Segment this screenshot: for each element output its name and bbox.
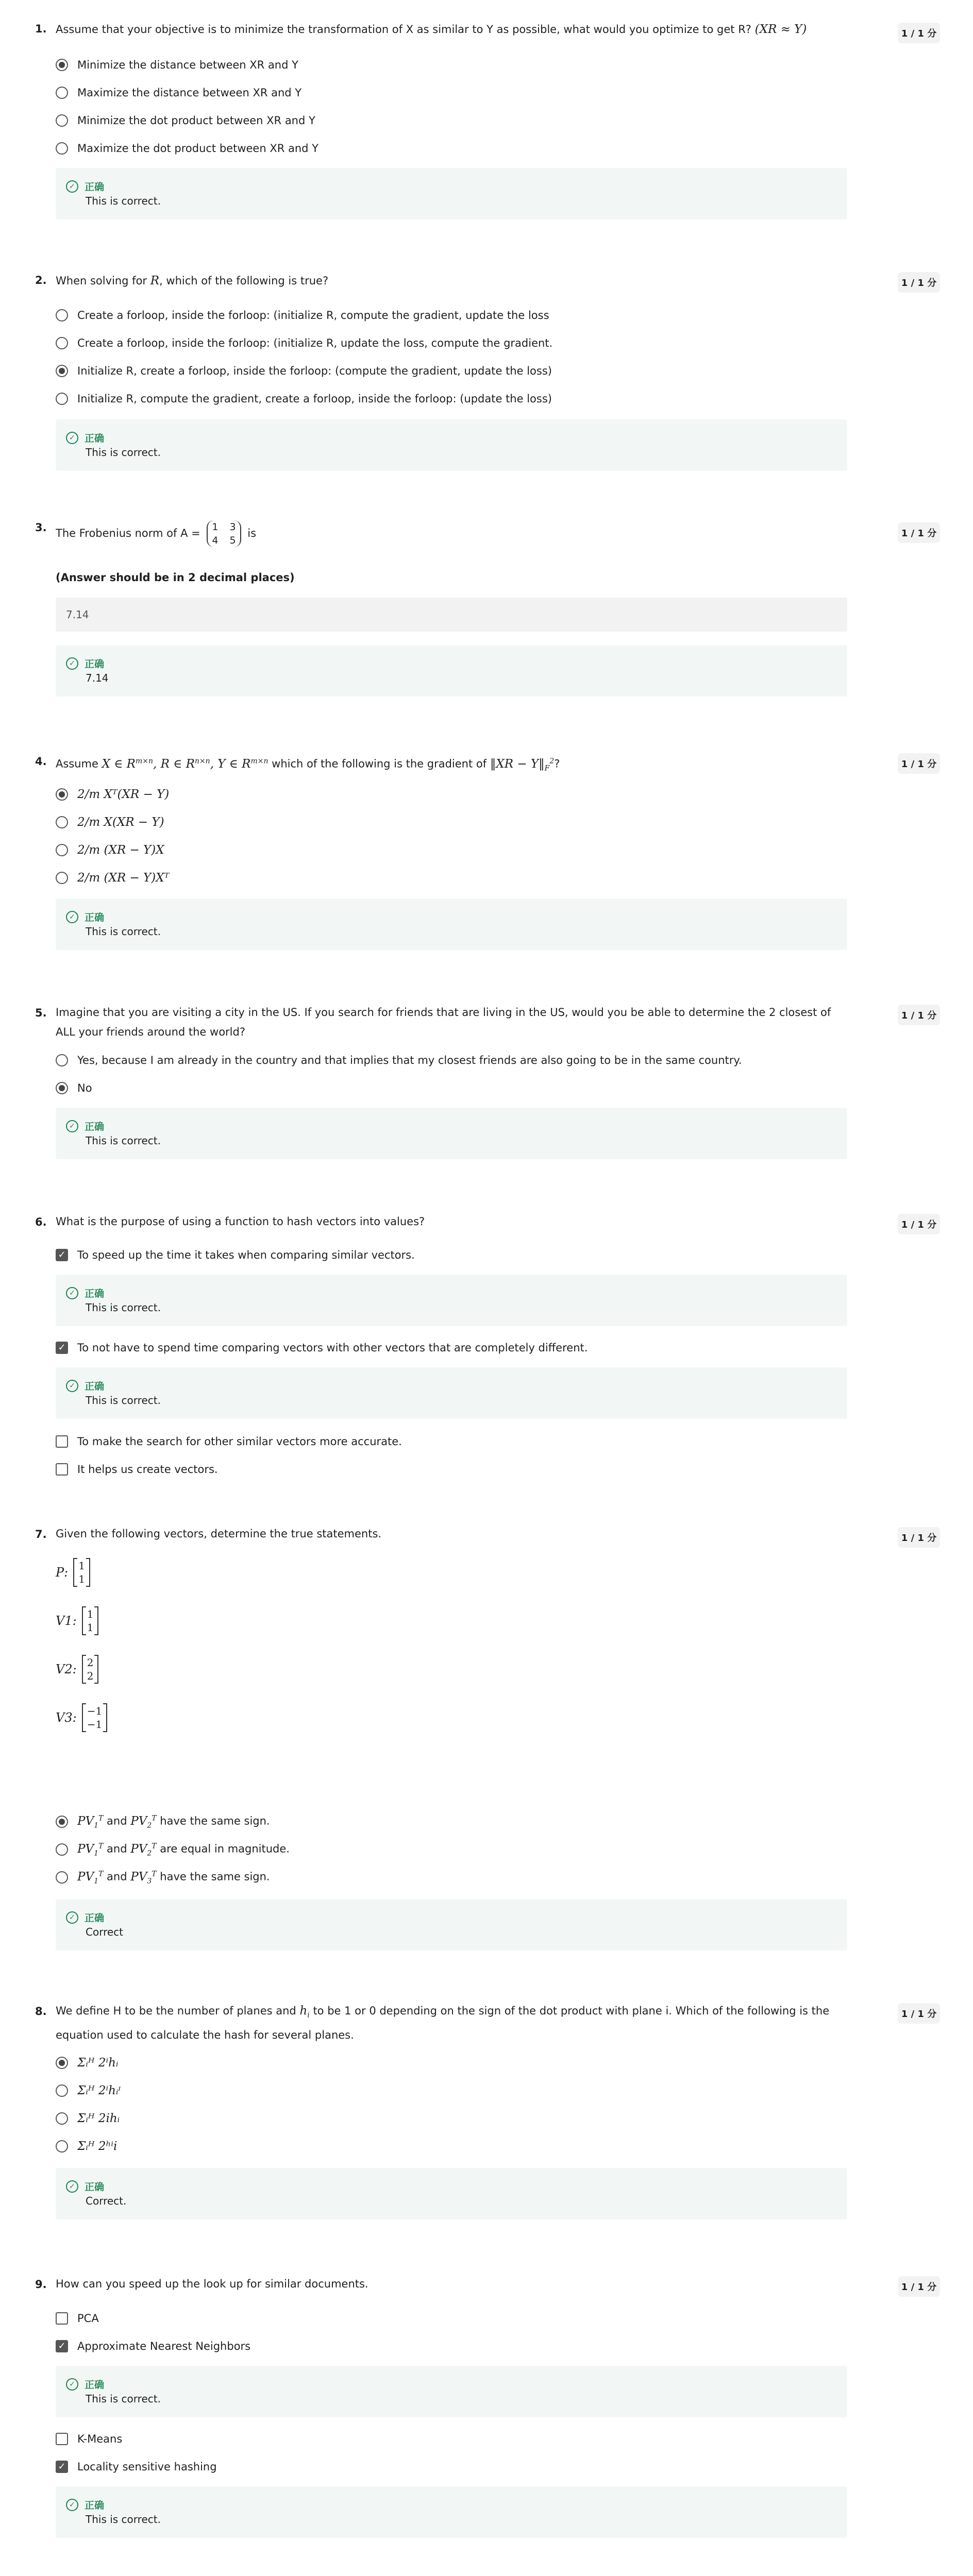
points-badge: 1 / 1 分: [898, 1214, 940, 1234]
question-number: 6.: [35, 1216, 47, 1228]
question-text: We define H to be the number of planes and $h_i$ to be 1 or 0 depending on the sign of the dot product with plane i. Which of the following is the equation used to calculate the hash for several planes.: [56, 2004, 830, 2041]
radio-icon[interactable]: [56, 816, 68, 828]
vector-v1: V1 : 1 1: [56, 1599, 98, 1642]
radio-icon[interactable]: [56, 2112, 68, 2125]
option-radio[interactable]: Minimize the distance between XR and Y: [56, 55, 298, 75]
option-radio[interactable]: Create a forloop, inside the forloop: (initialize R, compute the gradient, update the loss: [56, 305, 549, 326]
option-radio[interactable]: $PV_1^T$ and $PV_3^T$ have the same sign.: [56, 1867, 270, 1888]
check-circle-icon: ✓: [66, 2378, 78, 2391]
checkbox-icon[interactable]: [56, 2433, 68, 2445]
option-checkbox[interactable]: ✓ To speed up the time it takes when comparing similar vectors.: [56, 1245, 415, 1265]
answer-note: (Answer should be in 2 decimal places): [56, 571, 295, 584]
feedback-box: ✓ 正确 This is correct.: [56, 1367, 847, 1419]
checkbox-checked-icon[interactable]: ✓: [56, 1342, 68, 1354]
radio-icon[interactable]: [56, 1871, 68, 1884]
checkbox-checked-icon[interactable]: ✓: [56, 2340, 68, 2352]
question-number: 1.: [35, 23, 47, 35]
check-circle-icon: ✓: [66, 2499, 78, 2511]
option-checkbox[interactable]: ✓ Approximate Nearest Neighbors: [56, 2336, 250, 2357]
points-badge: 1 / 1 分: [898, 1005, 940, 1025]
option-checkbox[interactable]: ✓ Locality sensitive hashing: [56, 2456, 217, 2477]
radio-icon[interactable]: [56, 872, 68, 884]
radio-icon[interactable]: [56, 844, 68, 856]
feedback-box: ✓ 正确 This is correct.: [56, 2486, 847, 2538]
question-text: The Frobenius norm of A = 1 3 4 5 is: [56, 521, 257, 546]
question-text: How can you speed up the look up for similar documents.: [56, 2278, 368, 2290]
question-text: Assume X ∈ $R^{m\times n}$, R ∈ $R^{n\times n}$, Y ∈ $R^{m\times n}$ which of the following is the gradient of ‖XR − $Y‖_F^2$?: [56, 757, 560, 773]
radio-icon[interactable]: [56, 1843, 68, 1856]
matrix-a: 1 3 4 5: [207, 520, 241, 547]
vector-v2: V2 : 2 2: [56, 1648, 98, 1691]
radio-selected-icon[interactable]: [56, 788, 68, 801]
check-circle-icon: ✓: [66, 911, 78, 923]
option-radio[interactable]: Initialize R, compute the gradient, create a forloop, inside the forloop: (update the loss): [56, 388, 552, 409]
answer-input[interactable]: 7.14: [56, 598, 847, 632]
checkbox-checked-icon[interactable]: ✓: [56, 1249, 68, 1261]
radio-selected-icon[interactable]: [56, 365, 68, 377]
feedback-box: ✓ 正确 7.14: [56, 645, 847, 697]
option-radio[interactable]: $PV_1^T$ and $PV_2^T$ are equal in magnitude.: [56, 1839, 290, 1860]
check-circle-icon: ✓: [66, 1120, 78, 1132]
radio-icon[interactable]: [56, 87, 68, 99]
radio-icon[interactable]: [56, 337, 68, 349]
radio-icon[interactable]: [56, 114, 68, 127]
option-radio[interactable]: Σᵢᴴ 2ihᵢ: [56, 2108, 120, 2129]
radio-icon[interactable]: [56, 2084, 68, 2097]
points-badge: 1 / 1 分: [898, 23, 940, 43]
question-text: Imagine that you are visiting a city in the US. If you search for friends that are living in the US, would you be able to determine the 2 closest of ALL your friends around the world?: [56, 1006, 831, 1038]
radio-selected-icon[interactable]: [56, 1816, 68, 1828]
vector-p: P : 1 1: [56, 1551, 90, 1594]
option-radio[interactable]: Yes, because I am already in the country and that implies that my closest friends are also going to be in the same country.: [56, 1050, 742, 1071]
option-checkbox[interactable]: K-Means: [56, 2429, 122, 2449]
points-badge: 1 / 1 分: [898, 2003, 940, 2024]
check-circle-icon: ✓: [66, 657, 78, 670]
check-circle-icon: ✓: [66, 1287, 78, 1299]
check-circle-icon: ✓: [66, 180, 78, 193]
option-checkbox[interactable]: PCA: [56, 2308, 99, 2329]
option-radio[interactable]: Initialize R, create a forloop, inside the forloop: (compute the gradient, update the loss): [56, 361, 552, 381]
question-number: 8.: [35, 2005, 47, 2018]
option-radio[interactable]: $PV_1^T$ and $PV_2^T$ have the same sign.: [56, 1811, 270, 1832]
option-radio[interactable]: 2/m X(XR − Y): [56, 812, 164, 833]
radio-icon[interactable]: [56, 309, 68, 321]
option-radio[interactable]: No: [56, 1078, 92, 1098]
feedback-box: ✓ 正确 Correct.: [56, 2168, 847, 2219]
radio-icon[interactable]: [56, 1054, 68, 1066]
feedback-box: ✓ 正确 This is correct.: [56, 1108, 847, 1159]
question-text: Assume that your objective is to minimize the transformation of X as similar to Y as possible, what would you optimize to get R? (XR ≈ Y): [56, 23, 807, 36]
option-checkbox[interactable]: It helps us create vectors.: [56, 1459, 218, 1480]
question-number: 2.: [35, 274, 47, 286]
question-number: 4.: [35, 755, 47, 768]
feedback-box: ✓ 正确 This is correct.: [56, 1275, 847, 1326]
feedback-box: ✓ 正确 This is correct.: [56, 168, 847, 219]
option-radio[interactable]: Σᵢᴴ 2ⁱhᵢᶦ: [56, 2080, 121, 2101]
checkbox-icon[interactable]: [56, 1435, 68, 1448]
feedback-box: ✓ 正确 This is correct.: [56, 419, 847, 471]
points-badge: 1 / 1 分: [898, 2276, 940, 2297]
radio-icon[interactable]: [56, 393, 68, 405]
option-radio[interactable]: Minimize the dot product between XR and Y: [56, 110, 315, 131]
check-circle-icon: ✓: [66, 1380, 78, 1392]
option-checkbox[interactable]: To make the search for other similar vectors more accurate.: [56, 1431, 402, 1452]
question-number: 3.: [35, 521, 47, 534]
radio-icon[interactable]: [56, 142, 68, 155]
checkbox-icon[interactable]: [56, 1463, 68, 1476]
option-radio[interactable]: 2/m (XR − Y)X: [56, 840, 164, 860]
check-circle-icon: ✓: [66, 1911, 78, 1924]
option-radio[interactable]: Create a forloop, inside the forloop: (initialize R, update the loss, compute the gradient.: [56, 333, 552, 353]
checkbox-checked-icon[interactable]: ✓: [56, 2461, 68, 2473]
points-badge: 1 / 1 分: [898, 753, 940, 774]
radio-icon[interactable]: [56, 2140, 68, 2153]
question-number: 5.: [35, 1007, 47, 1019]
radio-selected-icon[interactable]: [56, 1082, 68, 1094]
option-radio[interactable]: Maximize the dot product between XR and Y: [56, 138, 318, 159]
question-text: What is the purpose of using a function to hash vectors into values?: [56, 1215, 425, 1228]
question-text: When solving for R, which of the following is true?: [56, 274, 329, 287]
radio-selected-icon[interactable]: [56, 2057, 68, 2069]
points-badge: 1 / 1 分: [898, 522, 940, 543]
feedback-box: ✓ 正确 Correct: [56, 1899, 847, 1951]
points-badge: 1 / 1 分: [898, 1527, 940, 1548]
feedback-box: ✓ 正确 This is correct.: [56, 2366, 847, 2417]
question-text: Given the following vectors, determine the true statements.: [56, 1528, 382, 1540]
option-radio[interactable]: 2/m Xᵀ(XR − Y): [56, 784, 169, 805]
option-radio[interactable]: Σᵢᴴ 2ⁱhᵢ: [56, 2053, 119, 2073]
option-radio[interactable]: Maximize the distance between XR and Y: [56, 82, 301, 103]
check-circle-icon: ✓: [66, 432, 78, 444]
question-number: 9.: [35, 2278, 47, 2291]
checkbox-icon[interactable]: [56, 2312, 68, 2325]
option-radio[interactable]: 2/m (XR − Y)Xᵀ: [56, 868, 169, 888]
question-number: 7.: [35, 1528, 47, 1540]
radio-selected-icon[interactable]: [56, 59, 68, 71]
points-badge: 1 / 1 分: [898, 272, 940, 293]
option-checkbox[interactable]: ✓ To not have to spend time comparing vectors with other vectors that are completely different.: [56, 1337, 588, 1358]
vector-v3: V3 : −1 −1: [56, 1696, 107, 1739]
check-circle-icon: ✓: [66, 2180, 78, 2193]
option-radio[interactable]: Σᵢᴴ 2ʰⁱi: [56, 2136, 117, 2157]
feedback-box: ✓ 正确 This is correct.: [56, 899, 847, 950]
